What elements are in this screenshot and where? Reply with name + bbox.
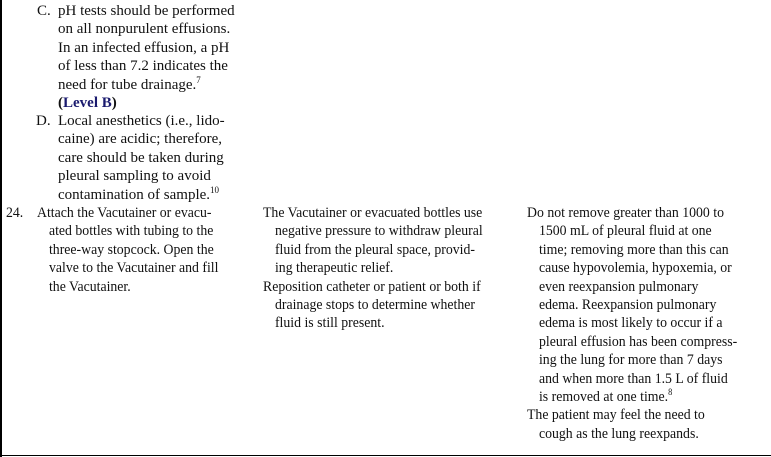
text-line: Do not remove greater than 1000 to <box>527 205 724 221</box>
item-d-text <box>58 112 225 204</box>
paren: ) <box>111 95 117 112</box>
text-line: the Vacutainer. <box>48 278 131 295</box>
item-c-label: C. <box>37 3 51 19</box>
text-line: fluid is still present. <box>274 315 385 332</box>
text-line: cause hypovolemia, hypoxemia, or <box>538 260 732 277</box>
text-line: pH tests should be performed <box>58 3 235 19</box>
text-line: Local anesthetics (i.e., lido- <box>58 113 225 129</box>
text-line: negative pressure to withdraw pleural <box>274 223 483 240</box>
text-line: need for tube drainage. <box>58 76 197 93</box>
evidence-level: Level B <box>63 95 112 112</box>
table-left-border <box>0 0 2 457</box>
step-number: 24. <box>6 205 24 221</box>
text-line: ing the lung for more than 7 days <box>538 352 723 369</box>
text-line: is removed at one time. <box>538 389 669 406</box>
text-line: caine) are acidic; therefore, <box>58 131 223 148</box>
text-line: contamination of sample. <box>58 186 211 203</box>
reference: 10 <box>210 184 220 195</box>
item-c-text <box>58 2 235 112</box>
text-line: ated bottles with tubing to the <box>48 223 214 240</box>
text-line: on all nonpurulent effusions. <box>58 21 231 38</box>
text-line: 1500 mL of pleural fluid at one <box>538 223 712 240</box>
rationale <box>263 204 483 333</box>
text-line: edema is most likely to occur if a <box>538 315 723 332</box>
text-line: three-way stopcock. Open the <box>48 241 214 258</box>
text-line: The Vacutainer or evacuated bottles use <box>263 205 483 221</box>
item-d-label: D. <box>36 113 51 129</box>
table-bottom-border <box>0 455 771 456</box>
text-line: care should be taken during <box>58 149 224 166</box>
text-line: fluid from the pleural space, provid- <box>274 241 476 258</box>
reference: 7 <box>196 74 201 85</box>
text-line: valve to the Vacutainer and fill <box>48 260 219 277</box>
text-line: time; removing more than this can <box>538 241 729 258</box>
text-line: edema. Reexpansion pulmonary <box>538 297 717 314</box>
text-line: The patient may feel the need to <box>527 407 705 424</box>
paren: ( <box>58 95 63 112</box>
text-line: In an infected effusion, a pH <box>58 39 230 56</box>
step-action <box>37 204 218 296</box>
text-line: of less than 7.2 indicates the <box>58 58 228 75</box>
text-line: and when more than 1.5 L of fluid <box>538 370 728 387</box>
special-considerations <box>527 204 737 443</box>
text-line: Attach the Vacutainer or evacu- <box>37 205 212 221</box>
text-line: even reexpansion pulmonary <box>538 278 699 295</box>
reference: 8 <box>668 387 673 398</box>
text-line: drainage stops to determine whether <box>274 297 476 314</box>
text-line: ing therapeutic relief. <box>274 260 394 277</box>
text-line: cough as the lung reexpands. <box>538 425 699 442</box>
text-line: pleural effusion has been compress- <box>538 333 738 350</box>
text-line: Reposition catheter or patient or both if <box>263 278 481 295</box>
text-line: pleural sampling to avoid <box>58 168 211 185</box>
